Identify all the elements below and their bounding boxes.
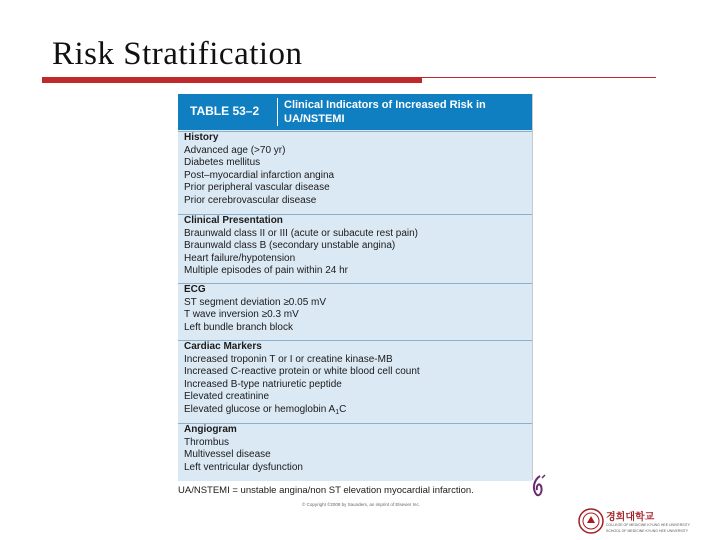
title-underline-thin [422,77,656,78]
list-item: Prior cerebrovascular disease [184,194,317,206]
section-cardiac-markers [178,340,532,419]
university-seal-icon [578,508,604,534]
list-item: Heart failure/hypotension [184,252,296,264]
list-item: Left bundle branch block [184,321,293,333]
table-footnote: UA/NSTEMI = unstable angina/non ST elevation myocardial infarction. [178,485,474,496]
table-side-line [532,94,533,480]
university-logo [578,508,708,536]
list-item: Elevated creatinine [184,391,270,402]
list-item: Thrombus [184,436,230,448]
list-item: Increased B-type natriuretic peptide [184,378,342,390]
section-ecg [178,283,532,334]
section-heading: History [184,132,219,143]
table-header-divider [277,98,278,126]
list-item [178,404,532,420]
list-item-text: Elevated glucose or hemoglobin A [184,403,336,415]
table-caption: Clinical Indicators of Increased Risk in UA/NSTEMI [284,99,486,125]
title-underline-red [42,77,422,83]
university-subtitle: COLLEGE OF MEDICINE KYUNG HEE UNIVERSITY [606,523,691,527]
list-item: Advanced age (>70 yr) [184,144,286,156]
copyright-notice: © Copyright ©2008 by Saunders, an imprint of Elsevier Inc. [302,502,420,507]
section-heading: Clinical Presentation [184,215,283,226]
section-heading: Cardiac Markers [184,341,262,352]
table-number: TABLE 53–2 [190,104,260,118]
university-subtitle: SCHOOL OF MEDICINE KYUNG HEE UNIVERSITY [606,529,689,533]
section-angiogram [178,423,532,474]
list-item: Prior peripheral vascular disease [184,182,330,193]
list-item: ST segment deviation ≥0.05 mV [184,296,327,308]
list-item: Braunwald class II or III (acute or subacute rest pain) [184,227,418,239]
slide-title: Risk Stratification [52,36,303,72]
pen-mark-icon [528,474,548,500]
table-header [178,94,532,130]
subscript: 1 [335,408,340,416]
list-item: Post–myocardial infarction angina [184,169,335,181]
list-item: Multivessel disease [184,449,271,460]
clinical-risk-table [178,94,532,481]
list-item: Left ventricular dysfunction [184,461,303,473]
university-name: 경희대학교 [606,512,655,523]
list-item-suffix: C [339,403,347,415]
list-item: Increased C-reactive protein or white blood cell count [184,366,420,377]
section-heading: ECG [184,284,206,295]
list-item: Braunwald class B (secondary unstable angina) [184,240,396,251]
section-clinical-presentation [178,214,532,278]
list-item: T wave inversion ≥0.3 mV [184,309,299,320]
list-item: Multiple episodes of pain within 24 hr [184,265,348,276]
list-item: Increased troponin T or I or creatine kinase-MB [184,353,393,365]
section-heading: Angiogram [184,424,237,435]
section-history [178,131,532,207]
list-item: Diabetes mellitus [184,157,261,168]
